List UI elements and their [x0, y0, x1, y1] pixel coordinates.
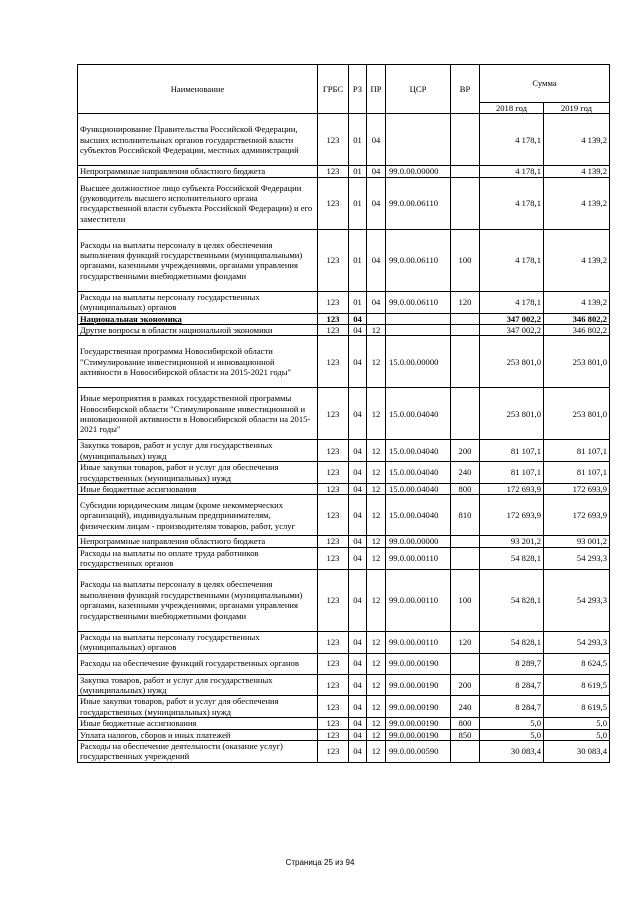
- cell-vr: 100: [451, 569, 480, 631]
- cell-sum-2019: 4 139,2: [544, 229, 610, 291]
- cell-vr: 240: [451, 462, 480, 484]
- cell-sum-2018: 8 289,7: [480, 653, 544, 674]
- cell-rz: 04: [349, 440, 367, 462]
- cell-name: Расходы на выплаты персоналу государственных (муниципальных) органов: [78, 631, 318, 653]
- table-row: [78, 177, 610, 229]
- cell-sum-2018: 4 178,1: [480, 166, 544, 177]
- cell-name: Непрограммные направления областного бюджета: [78, 536, 318, 547]
- cell-grbs: 123: [318, 729, 349, 740]
- cell-grbs: 123: [318, 177, 349, 229]
- cell-sum-2019: 8 619,5: [544, 674, 610, 696]
- cell-grbs: 123: [318, 536, 349, 547]
- cell-name: Расходы на выплаты персоналу государственных (муниципальных) органов: [78, 291, 318, 313]
- cell-sum-2019: 346 802,2: [544, 313, 610, 324]
- cell-grbs: 123: [318, 740, 349, 762]
- cell-csr: 99.0.00.00000: [386, 166, 451, 177]
- cell-name: Закупка товаров, работ и услуг для государственных (муниципальных) нужд: [78, 674, 318, 696]
- cell-sum-2019: 30 083,4: [544, 740, 610, 762]
- cell-rz: 01: [349, 229, 367, 291]
- cell-pr: 04: [367, 114, 386, 166]
- cell-name: Закупка товаров, работ и услуг для государственных (муниципальных) нужд: [78, 440, 318, 462]
- cell-grbs: 123: [318, 674, 349, 696]
- cell-pr: 12: [367, 462, 386, 484]
- cell-sum-2018: 4 178,1: [480, 114, 544, 166]
- cell-vr: 240: [451, 696, 480, 718]
- cell-grbs: 123: [318, 718, 349, 729]
- cell-name: Иные мероприятия в рамках государственной программы Новосибирской области "Стимулирование инвестиционной и инновационной активности в Новосибирской области на 2015-2021 годы": [78, 388, 318, 440]
- cell-sum-2018: 347 002,2: [480, 325, 544, 336]
- cell-rz: 04: [349, 740, 367, 762]
- table-row: [78, 547, 610, 569]
- cell-pr: 12: [367, 569, 386, 631]
- cell-grbs: 123: [318, 631, 349, 653]
- cell-pr: 12: [367, 536, 386, 547]
- cell-sum-2019: 8 619,5: [544, 696, 610, 718]
- cell-sum-2018: 8 284,7: [480, 696, 544, 718]
- cell-sum-2019: 81 107,1: [544, 462, 610, 484]
- cell-csr: 99.0.00.00110: [386, 569, 451, 631]
- cell-rz: 04: [349, 495, 367, 536]
- cell-sum-2019: 8 624,5: [544, 653, 610, 674]
- cell-vr: [451, 653, 480, 674]
- cell-pr: 12: [367, 325, 386, 336]
- cell-csr: 99.0.00.06110: [386, 177, 451, 229]
- cell-csr: 99.0.00.00190: [386, 729, 451, 740]
- col-name-header: Наименование: [78, 65, 318, 114]
- table-row: [78, 336, 610, 388]
- cell-sum-2018: 81 107,1: [480, 440, 544, 462]
- cell-sum-2019: 346 802,2: [544, 325, 610, 336]
- header-row: [78, 65, 610, 103]
- cell-grbs: 123: [318, 484, 349, 495]
- table-row: [78, 631, 610, 653]
- table-row: [78, 114, 610, 166]
- cell-sum-2018: 253 801,0: [480, 388, 544, 440]
- cell-rz: 04: [349, 336, 367, 388]
- cell-grbs: 123: [318, 569, 349, 631]
- cell-csr: 15.0.00.04040: [386, 440, 451, 462]
- cell-pr: 12: [367, 336, 386, 388]
- cell-vr: 200: [451, 674, 480, 696]
- cell-sum-2019: 4 139,2: [544, 291, 610, 313]
- cell-vr: [451, 336, 480, 388]
- cell-vr: [451, 740, 480, 762]
- cell-vr: [451, 325, 480, 336]
- cell-name: Национальная экономика: [78, 313, 318, 324]
- cell-vr: 800: [451, 718, 480, 729]
- table-header: [78, 65, 610, 114]
- cell-vr: [451, 177, 480, 229]
- cell-csr: 99.0.00.00590: [386, 740, 451, 762]
- cell-pr: 12: [367, 388, 386, 440]
- cell-csr: 15.0.00.04040: [386, 495, 451, 536]
- cell-rz: 04: [349, 718, 367, 729]
- cell-sum-2018: 4 178,1: [480, 291, 544, 313]
- table-row: [78, 495, 610, 536]
- cell-pr: 12: [367, 440, 386, 462]
- cell-sum-2019: 81 107,1: [544, 440, 610, 462]
- cell-name: Иные закупки товаров, работ и услуг для обеспечения государственных (муниципальных) нужд: [78, 462, 318, 484]
- cell-pr: 12: [367, 653, 386, 674]
- cell-grbs: 123: [318, 291, 349, 313]
- cell-sum-2019: 54 293,3: [544, 631, 610, 653]
- cell-sum-2018: 54 828,1: [480, 569, 544, 631]
- table-row: [78, 674, 610, 696]
- cell-pr: 04: [367, 177, 386, 229]
- cell-rz: 01: [349, 177, 367, 229]
- cell-pr: 12: [367, 674, 386, 696]
- cell-rz: 04: [349, 569, 367, 631]
- cell-csr: 15.0.00.04040: [386, 462, 451, 484]
- cell-name: Расходы на обеспечение функций государственных органов: [78, 653, 318, 674]
- cell-csr: 99.0.00.06110: [386, 229, 451, 291]
- cell-grbs: 123: [318, 229, 349, 291]
- cell-grbs: 123: [318, 166, 349, 177]
- table-row: [78, 484, 610, 495]
- cell-sum-2018: 253 801,0: [480, 336, 544, 388]
- cell-rz: 04: [349, 536, 367, 547]
- cell-sum-2019: 93 001,2: [544, 536, 610, 547]
- cell-sum-2019: 54 293,3: [544, 569, 610, 631]
- cell-pr: 12: [367, 718, 386, 729]
- cell-vr: [451, 547, 480, 569]
- cell-sum-2019: 5,0: [544, 718, 610, 729]
- cell-vr: 200: [451, 440, 480, 462]
- table-row: [78, 462, 610, 484]
- col-grbs-header: ГРБС: [318, 65, 349, 114]
- cell-pr: 04: [367, 291, 386, 313]
- cell-vr: [451, 114, 480, 166]
- table-row: [78, 313, 610, 324]
- col-2019-header: 2019 год: [544, 103, 610, 114]
- cell-csr: 99.0.00.00000: [386, 536, 451, 547]
- page-footer: Страница 25 из 94: [285, 858, 355, 867]
- cell-rz: 04: [349, 631, 367, 653]
- cell-rz: 04: [349, 313, 367, 324]
- cell-sum-2018: 172 693,9: [480, 484, 544, 495]
- cell-csr: 15.0.00.04040: [386, 388, 451, 440]
- cell-csr: 99.0.00.00190: [386, 674, 451, 696]
- cell-sum-2018: 5,0: [480, 718, 544, 729]
- table-row: [78, 536, 610, 547]
- cell-name: Функционирование Правительства Российской Федерации, высших исполнительных органов государственной власти субъектов Российской Федерации, местных администраций: [78, 114, 318, 166]
- cell-csr: [386, 114, 451, 166]
- cell-name: Непрограммные направления областного бюджета: [78, 166, 318, 177]
- cell-rz: 04: [349, 696, 367, 718]
- cell-name: Другие вопросы в области национальной экономики: [78, 325, 318, 336]
- cell-sum-2019: 4 139,2: [544, 177, 610, 229]
- cell-sum-2019: 4 139,2: [544, 114, 610, 166]
- cell-sum-2018: 347 002,2: [480, 313, 544, 324]
- table-row: [78, 729, 610, 740]
- cell-grbs: 123: [318, 495, 349, 536]
- col-rz-header: РЗ: [349, 65, 367, 114]
- cell-rz: 01: [349, 291, 367, 313]
- cell-csr: 99.0.00.06110: [386, 291, 451, 313]
- cell-vr: 850: [451, 729, 480, 740]
- cell-pr: [367, 313, 386, 324]
- cell-name: Субсидии юридическим лицам (кроме некоммерческих организаций), индивидуальным предпринимателям, физическим лицам - производителям товаров, работ, услуг: [78, 495, 318, 536]
- cell-rz: 04: [349, 729, 367, 740]
- cell-rz: 04: [349, 653, 367, 674]
- cell-grbs: 123: [318, 336, 349, 388]
- cell-name: Расходы на выплаты по оплате труда работников государственных органов: [78, 547, 318, 569]
- table-row: [78, 166, 610, 177]
- table-row: [78, 440, 610, 462]
- cell-vr: 120: [451, 631, 480, 653]
- cell-rz: 04: [349, 674, 367, 696]
- table-row: [78, 388, 610, 440]
- cell-vr: [451, 313, 480, 324]
- cell-sum-2018: 93 201,2: [480, 536, 544, 547]
- cell-name: Иные закупки товаров, работ и услуг для обеспечения государственных (муниципальных) нужд: [78, 696, 318, 718]
- cell-vr: [451, 536, 480, 547]
- cell-grbs: 123: [318, 313, 349, 324]
- cell-grbs: 123: [318, 388, 349, 440]
- cell-sum-2018: 30 083,4: [480, 740, 544, 762]
- cell-pr: 12: [367, 547, 386, 569]
- cell-csr: 15.0.00.04040: [386, 484, 451, 495]
- cell-sum-2019: 172 693,9: [544, 484, 610, 495]
- cell-name: Расходы на обеспечение деятельности (оказание услуг) государственных учреждений: [78, 740, 318, 762]
- cell-sum-2019: 54 293,3: [544, 547, 610, 569]
- cell-sum-2018: 81 107,1: [480, 462, 544, 484]
- cell-grbs: 123: [318, 440, 349, 462]
- cell-sum-2019: 253 801,0: [544, 388, 610, 440]
- cell-pr: 04: [367, 166, 386, 177]
- cell-pr: 12: [367, 495, 386, 536]
- cell-name: Высшее должностное лицо субъекта Российской Федерации (руководитель высшего исполнительного органа государственной власти субъекта Российской Федерации) и его заместители: [78, 177, 318, 229]
- cell-csr: 99.0.00.00110: [386, 631, 451, 653]
- cell-sum-2019: 5,0: [544, 729, 610, 740]
- table-row: [78, 229, 610, 291]
- cell-sum-2019: 172 693,9: [544, 495, 610, 536]
- cell-sum-2018: 4 178,1: [480, 229, 544, 291]
- table-row: [78, 569, 610, 631]
- cell-pr: 12: [367, 740, 386, 762]
- cell-csr: 99.0.00.00190: [386, 696, 451, 718]
- cell-vr: 810: [451, 495, 480, 536]
- col-sum-header: Сумма: [480, 65, 610, 103]
- cell-csr: 99.0.00.00110: [386, 547, 451, 569]
- cell-rz: 01: [349, 114, 367, 166]
- cell-csr: 99.0.00.00190: [386, 718, 451, 729]
- cell-rz: 04: [349, 388, 367, 440]
- cell-csr: 15.0.00.00000: [386, 336, 451, 388]
- cell-sum-2018: 54 828,1: [480, 631, 544, 653]
- table-row: [78, 718, 610, 729]
- cell-name: Уплата налогов, сборов и иных платежей: [78, 729, 318, 740]
- cell-vr: 800: [451, 484, 480, 495]
- cell-pr: 12: [367, 729, 386, 740]
- cell-rz: 04: [349, 462, 367, 484]
- cell-sum-2018: 8 284,7: [480, 674, 544, 696]
- cell-sum-2018: 5,0: [480, 729, 544, 740]
- cell-grbs: 123: [318, 325, 349, 336]
- cell-csr: [386, 313, 451, 324]
- cell-pr: 12: [367, 631, 386, 653]
- cell-grbs: 123: [318, 696, 349, 718]
- cell-grbs: 123: [318, 462, 349, 484]
- table-row: [78, 696, 610, 718]
- cell-name: Иные бюджетные ассигнования: [78, 718, 318, 729]
- cell-grbs: 123: [318, 547, 349, 569]
- cell-rz: 04: [349, 484, 367, 495]
- table-row: [78, 740, 610, 762]
- cell-rz: 04: [349, 547, 367, 569]
- cell-vr: 100: [451, 229, 480, 291]
- cell-sum-2019: 253 801,0: [544, 336, 610, 388]
- cell-grbs: 123: [318, 114, 349, 166]
- cell-name: Государственная программа Новосибирской области "Стимулирование инвестиционной и инновационной активности в Новосибирской области на 2015-2021 годы": [78, 336, 318, 388]
- cell-sum-2018: 4 178,1: [480, 177, 544, 229]
- table-body: [78, 114, 610, 762]
- table-row: [78, 653, 610, 674]
- col-vr-header: ВР: [451, 65, 480, 114]
- cell-csr: [386, 325, 451, 336]
- cell-pr: 04: [367, 229, 386, 291]
- col-csr-header: ЦСР: [386, 65, 451, 114]
- cell-csr: 99.0.00.00190: [386, 653, 451, 674]
- cell-vr: [451, 166, 480, 177]
- cell-vr: 120: [451, 291, 480, 313]
- table-row: [78, 291, 610, 313]
- cell-name: Расходы на выплаты персоналу в целях обеспечения выполнения функций государственными (муниципальными) органами, казенными учреждениями, органами управления государственными внебюджетными фондами: [78, 229, 318, 291]
- cell-pr: 12: [367, 696, 386, 718]
- cell-rz: 04: [349, 325, 367, 336]
- col-pr-header: ПР: [367, 65, 386, 114]
- cell-sum-2018: 54 828,1: [480, 547, 544, 569]
- cell-name: Иные бюджетные ассигнования: [78, 484, 318, 495]
- cell-vr: [451, 388, 480, 440]
- cell-pr: 12: [367, 484, 386, 495]
- cell-sum-2018: 172 693,9: [480, 495, 544, 536]
- cell-sum-2019: 4 139,2: [544, 166, 610, 177]
- col-2018-header: 2018 год: [480, 103, 544, 114]
- cell-grbs: 123: [318, 653, 349, 674]
- budget-table: [77, 64, 610, 763]
- cell-name: Расходы на выплаты персоналу в целях обеспечения выполнения функций государственными (муниципальными) органами, казенными учреждениями, органами управления государственными внебюджетными фондами: [78, 569, 318, 631]
- table-row: [78, 325, 610, 336]
- cell-rz: 01: [349, 166, 367, 177]
